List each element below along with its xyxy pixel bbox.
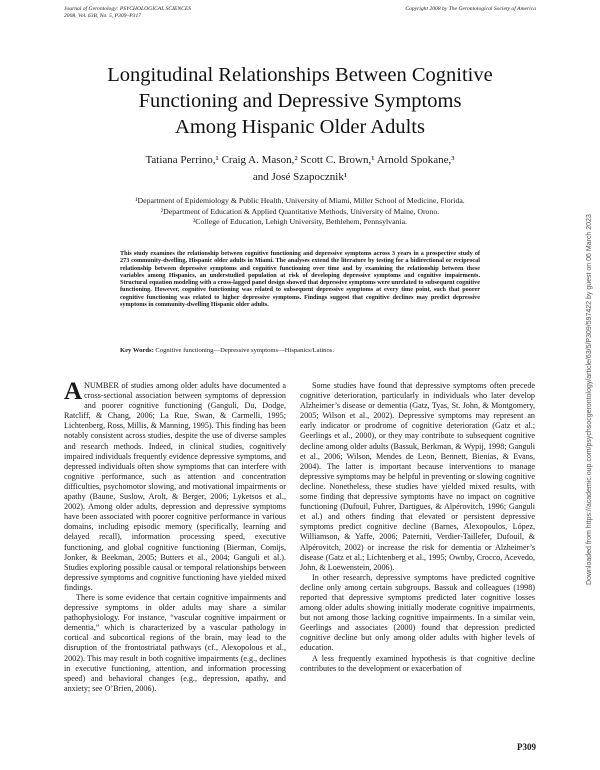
- copyright-notice: Copyright 2008 by The Gerontological Society of America: [405, 6, 536, 12]
- body-paragraph: [64, 378, 286, 593]
- page-number: P309: [517, 742, 536, 752]
- body-paragraph: A less frequently examined hypothesis is that cognitive decline contributes to the development or exacerbation of: [300, 653, 535, 673]
- running-header-left: [64, 6, 191, 20]
- abstract: This study examines the relationship between cognitive functioning and depressive symptoms across 3 years in a prospective study of 273 community-dwelling, Hispanic older adults in Miami. The analyses extend the literature by testing for a bidirectional or reciprocal relationship between depressive symptoms and cognitive functioning over time and by examining the relationship between these variables among Hispanics, an understudied population at risk of developing depressive symptoms and cognitive impairments. Structural equation modeling with a cross-lagged panel design showed that depressive symptoms were unrelated to subsequent cognitive functioning. However, cognitive functioning was related to subsequent depressive symptoms at every time point, such that poorer cognitive functioning was related to higher depressive symptoms. Findings suggest that cognitive declines may predict depressive symptoms in community-dwelling Hispanic older adults.: [120, 250, 480, 308]
- author-list: [0, 152, 600, 186]
- body-paragraph: In other research, depressive symptoms have predicted cognitive decline only among certain subgroups. Bassuk and colleagues (1998) reported that depressive symptoms predicted later cognitive losses among older adults showing initially moderate cognitive impairments, but not among those lacking cognitive impairments. In a similar vein, Geerlings and associates (2000) found that depression predicted cognitive decline but only among older adults with higher levels of education.: [300, 572, 535, 653]
- body-column-left: [64, 378, 286, 694]
- affiliation: ³College of Education, Lehigh University, Bethlehem, Pennsylvania.: [192, 217, 408, 226]
- affiliations: [0, 196, 600, 228]
- journal-name: Journal of Gerontology: PSYCHOLOGICAL SCIENCES: [64, 6, 192, 12]
- keywords: [120, 347, 480, 355]
- affiliation: ¹Department of Epidemiology & Public Health, University of Miami, Miller School of Medicine, Florida.: [135, 196, 465, 205]
- lead-word: NUMBER: [84, 381, 119, 390]
- title-line: Among Hispanic Older Adults: [175, 116, 425, 138]
- body-paragraph: There is some evidence that certain cognitive impairments and depressive symptoms in older adults may share a similar pathophysiology. For instance, “vascular cognitive impairment or dementia,” which is characterized by a vascular pathology in cortical and subcortical regions of the brain, may lead to the disruption of the frontostriatal pathways (cf., Alexopolous et al., 2002). This may result in both cognitive impairments (e.g., declines in executive functioning, attention, and information processing speed) and behavioral changes (e.g., depression, apathy, and anxiety; see O’Brien, 2006).: [64, 592, 286, 693]
- article-title: [0, 62, 600, 140]
- title-line: Longitudinal Relationships Between Cognitive: [107, 64, 493, 86]
- affiliation: ²Department of Education & Applied Quantitative Methods, University of Maine, Orono.: [160, 206, 440, 216]
- title-line: Functioning and Depressive Symptoms: [138, 90, 462, 112]
- volume-info: 2008, Vol. 63B, No. 5, P309–P317: [64, 13, 142, 19]
- body-column-right: [300, 381, 535, 674]
- author-line: Tatiana Perrino,¹ Craig A. Mason,² Scott C. Brown,¹ Arnold Spokane,³: [145, 154, 455, 166]
- download-watermark: Downloaded from https://academic.oup.com/psychsocgerontology/article/63/5/P309/597422 by guest on 06 March 2023: [586, 214, 593, 585]
- author-line: and José Szapocznik¹: [252, 171, 348, 183]
- body-paragraph: Some studies have found that depressive symptoms often precede cognitive deterioration, particularly in individuals who later develop Alzheimer’s disease or dementia (Gatz, Tyas, St. John, & Montgomery, 2005; Wilson et al., 2002). Depressive symptoms may represent an early indicator or prodrome of cognitive deterioration (Gatz et al.; Geerlings et al., 2000), or they may contribute to subsequent cognitive decline among older adults (Bassuk, Berkman, & Wypij, 1998; Ganguli et al., 2006; Wilson, Mendes de Leon, Bennett, Bienias, & Evans, 2004). The latter is important because interventions to manage depressive symptoms may be helpful in preventing or slowing cognitive decline. Nonetheless, these studies have yielded mixed results, with some finding that depressive symptoms have no impact on cognitive functioning (Dufouil, Fuhrer, Dartigues, & Alpérovitch, 1996; Ganguli et al.) and others finding that elevated or persistent depressive symptoms predict cognitive decline (Barnes, Alexopoulos, López, Williamson, & Yaffe, 2006; Paterniti, Verdier-Taillefer, Dufouil, & Alpérovitch, 2002) or increase the risk for dementia or Alzheimer’s disease (Gatz et al.; Lichtenberg et al., 1995; Ownby, Crocco, Acevedo, John, & Loewenstein, 2006).: [300, 381, 535, 572]
- drop-cap: A: [64, 378, 83, 405]
- keywords-label: Key Words:: [120, 347, 154, 354]
- paragraph-text: of studies among older adults have documented a cross-sectional association between symptoms of depression and poorer cognitive functioning (Ganguli, Du, Dodge, Ratcliff, & Chang, 2006; La Rue, Swan, & Carmelli, 1995; Lichtenberg, Ross, Millis, & Manning, 1995). This finding has been notably consistent across studies, despite the use of diverse samples and research methods. Indeed, in clinical studies, cognitively impaired individuals frequently evidence depressive symptoms, and depressed individuals often show symptoms that can interfere with cognitive performance, such as attention and concentration difficulties, psychomotor slowing, and motivational impairments or apathy (Baune, Suslow, Arolt, & Berger, 2006; Lyketsos et al., 2002). Among older adults, depression and depressive symptoms have been associated with poorer cognitive performance in various domains, including episodic memory (specifically, learning and delayed recall), information processing speed, executive functioning, and global cognitive functioning (Bierman, Comijs, Jonker, & Beekman, 2005; Butters et al., 2004; Ganguli et al.). Studies exploring possible causal or temporal relationships between depressive symptoms and cognitive functioning have yielded mixed findings.: [64, 381, 286, 592]
- keywords-text: Cognitive functioning—Depressive symptoms—Hispanics/Latinos.: [155, 347, 334, 354]
